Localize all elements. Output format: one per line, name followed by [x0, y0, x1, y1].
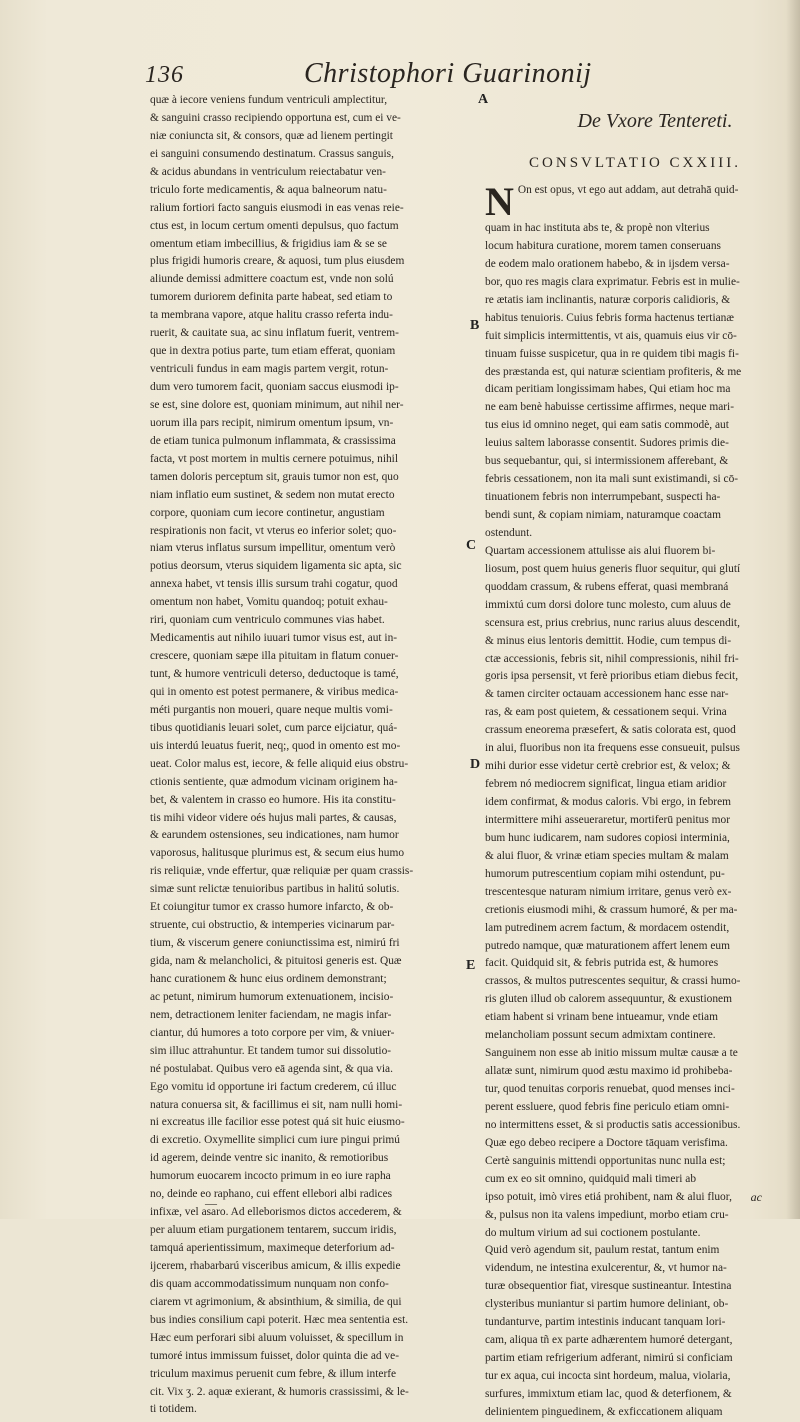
right-text-line: scensura est, prius crebrius, nunc rarius aluus descendit,	[485, 616, 740, 629]
left-text-line: ctus est, in locum certum omenti depulsus, quo factum	[150, 219, 399, 232]
right-text-line: clysteribus muniantur si partim humore deliniant, ob-	[485, 1298, 729, 1311]
right-text-line: fuit simplicis intermittentis, vt ais, quamuis eius vir cō-	[485, 329, 737, 342]
left-column	[150, 92, 470, 1419]
left-text-line: ris reliquiæ, vnde effertur, quæ reliquiæ per quam crassis-	[150, 865, 414, 878]
left-text-line: tamquá aperientissimum, maximeque deterforium ad-	[150, 1242, 395, 1254]
left-text-line: Medicamentis aut nihilo iuuari tumor visus est, aut in-	[150, 632, 398, 645]
right-text-line: bendi sunt, & copiam nimiam, naturamque coactam	[485, 509, 721, 521]
left-text-line: qui in omento est potest permanere, & viribus medica-	[150, 685, 399, 698]
left-text-line: potius deorsum, vterus siquidem ligamenta sic apta, sic	[150, 560, 402, 573]
right-text-line: quoddam crassum, & rubens efferat, quasi membraná	[485, 580, 729, 593]
right-text-line: ris gluten illud ob calorem assequuntur, & exustionem	[485, 993, 732, 1006]
left-text-line: ta membrana vapore, atque halitu crasso referta indu-	[150, 309, 393, 322]
right-text-line: do multum virium ad sui coctionem postulante.	[485, 1226, 701, 1239]
right-text-line: febris cessationem, non ita mali sunt existimandi, si cō-	[485, 473, 739, 486]
page-number: 136	[145, 62, 184, 88]
left-text-line: cit. Vix ʒ. 2. aquæ exierant, & humoris crassissimi, & le-	[150, 1385, 409, 1398]
right-text-line: ctæ accessionis, febris sit, nihil compressionis, nihil fri-	[485, 652, 739, 665]
right-text-line: & alui fluor, & vrinæ etiam species multam & malam	[485, 849, 729, 862]
right-text-line: locum habitura curatione, morem tamen conseruans	[485, 239, 721, 252]
left-text-line: tumorem duriorem definita parte habeat, sed etiam to	[150, 291, 393, 304]
right-text-line: Certè sanguinis mittendi opportunitas nunc nulla est;	[485, 1154, 726, 1167]
right-text-line: no intermittens esset, & si productis satis accessionibus.	[485, 1118, 741, 1131]
page-fold-shadow	[786, 0, 800, 1219]
right-text-line: ostendunt.	[485, 526, 533, 539]
left-text-line: né postulabat. Quibus vero eā agenda sint, & qua via.	[150, 1062, 393, 1075]
left-text-line: respirationis non facit, vt vterus eo inferior solet; quo-	[150, 524, 397, 537]
right-text-line: lam putredinem acrem factum, & mordacem ostendit,	[485, 921, 730, 934]
left-text-line: Hæc eum perforari sibi aluum voluisset, & specillum in	[150, 1331, 404, 1344]
left-text-line: quæ à iecore veniens fundum ventriculi amplectitur,	[150, 94, 388, 106]
right-text-line: in alui, fluoribus non ita frequens esse consueuit, pulsus	[485, 742, 740, 755]
margin-letter-e: E	[466, 958, 476, 973]
left-text-line: & sanguini crasso recipiendo opportuna est, cum ei ve-	[150, 111, 401, 124]
left-text-line: sim illuc attrahuntur. Et tandem tumor sui dissolutio-	[150, 1044, 392, 1057]
right-text-line: humorum putrescentium copiam mihi ostendunt, pu-	[485, 867, 725, 880]
right-text-line: surfures, immixtum etiam lac, quod & deterfionem, &	[485, 1387, 732, 1400]
right-text-line: leuius saltem laborasse consentit. Sudores primis die-	[485, 437, 729, 450]
right-text-line: perent essluere, quod febris fine periculo etiam omni-	[485, 1100, 730, 1113]
left-text-line: gida, nam & melancholici, & pituitosi generis est. Quæ	[150, 955, 402, 967]
left-text-line: ventriculi fundus in eam magis partem vergit, rotun-	[150, 363, 389, 376]
right-text-line: Quartam accessionem attulisse ais alui fluorem bi-	[485, 544, 716, 557]
left-text-line: omentum non habet, Vomitu quandoq; potuit exhau-	[150, 596, 388, 609]
right-text-line: ras, & eam post quietem, & cessationem sequi. Vrina	[485, 706, 727, 719]
right-text-line: re ætatis iam inclinantis, naturæ corporis calidioris, &	[485, 293, 731, 306]
right-text-line: ipso potuit, imò vires etiá prohibent, nam & alui fluor,	[485, 1190, 732, 1203]
catchword: ac	[750, 1190, 762, 1204]
margin-letter-a: A	[478, 92, 489, 107]
left-text-line: annexa habet, vt tensis illis sursum trahi cogatur, quod	[150, 578, 398, 591]
right-text-line: dicam peritiam longissimam habes, Qui etiam hoc ma	[485, 383, 731, 396]
right-text-line: partim etiam refrigerium adferant, nimirú si conficiam	[485, 1352, 733, 1365]
right-text-line: tundanturve, partim intestinis inducant tanquam lori-	[485, 1316, 726, 1329]
left-text-line: dis quam accommodatissimum nunquam non confo-	[150, 1277, 389, 1290]
right-text-line: tur, quod tenuitas corporis renuebat, quod menses inci-	[485, 1083, 735, 1095]
right-text-line: bus sequebantur, qui, si intermissionem afferebant, &	[485, 455, 729, 468]
right-text-line: cretionis eiusmodi mihi, & crassum humoré, & per ma-	[485, 903, 738, 916]
right-text-line: tus eius id omnino neget, qui eam satis commodè, aut	[485, 419, 729, 432]
left-text-line: & acidus abundans in ventriculum reiectabatur ven-	[150, 165, 386, 178]
left-text-line: humorum euocarem incocto primum in eo iure rapha	[150, 1170, 391, 1183]
left-text-line: ijcerem, rhabarbarú visceribus amicum, & illis expedie	[150, 1259, 401, 1272]
left-text-line: triculum maximus peruenit cum febre, & illum interfe	[150, 1367, 397, 1380]
left-text-line: ac petunt, nimirum humorum extenuationem, incisio-	[150, 990, 394, 1003]
left-text-line: ruerit, & cauitate sua, ac sinu inflatum fuerit, ventrem-	[150, 327, 399, 340]
margin-letter-c: C	[466, 538, 477, 553]
right-text-line: delinientem pinguedinem, & exficcationem aliquam	[485, 1405, 723, 1418]
right-text-line: & minus eius lentoris demittit. Hodie, cum tempus di-	[485, 634, 732, 647]
margin-letter-d: D	[470, 757, 481, 772]
margin-letter-b: B	[470, 318, 480, 333]
left-text-line: omentum etiam imbecillius, & frigidius iam & se se	[150, 237, 387, 250]
left-text-line: se est, sine dolore est, quoniam minimum, aut nihil ner-	[150, 398, 404, 411]
right-text-line: quam in hac instituta abs te, & propè non vlterius	[485, 222, 710, 234]
drop-initial: N	[485, 182, 514, 220]
left-text-line: uis interdú leuatus fuerit, neq;, quod in omento est mo-	[150, 739, 401, 752]
left-text-line: no, deinde eo raphano, cui effent ellebori albi radices	[150, 1188, 393, 1201]
left-text-line: ni excreatus ille facilior esse potest quá sit huic eiusmo-	[150, 1116, 405, 1129]
left-text-line: ciarem vt agrimonium, & absinthium, & similia, de qui	[150, 1295, 402, 1308]
consultation-title: CONSVLTATIO CXXIII.	[529, 155, 741, 171]
right-text-line: Sanguinem non esse ab initio missum multæ causæ a te	[485, 1047, 738, 1060]
left-text-line: infixæ, vel asaro. Ad elleborismos dictos accederem, &	[150, 1206, 402, 1219]
right-text-line: videndum, ne intestina exulcerentur, &, vt humor na-	[485, 1262, 727, 1275]
right-text-line: des præstanda est, qui naturæ scientiam profiteris, & me	[485, 365, 742, 378]
left-text-line: que in dextra potius parte, tum etiam efferat, quoniam	[150, 345, 396, 358]
right-text-line: tur ex aqua, cui incocta sint hordeum, malua, violaria,	[485, 1370, 731, 1382]
left-text-line: niæ coniuncta sit, & consors, quæ ad lienem pertingit	[150, 129, 393, 142]
left-text-line: facta, vt post mortem in multis cernere potuimus, nihil	[150, 452, 399, 465]
footer-mark: —	[205, 1196, 217, 1210]
left-text-line: & earundem ostensiones, seu indicationes, nam humor	[150, 829, 399, 842]
right-text-line: habitus tenuioris. Cuius febris forma hactenus tertianæ	[485, 311, 734, 324]
right-text-line: melancholiam possunt secum admixtam continere.	[485, 1029, 716, 1042]
left-text-line: triculo forte medicamentis, & aqua balneorum natu-	[150, 183, 387, 196]
left-text-line: vaporosus, halitusque plurimus est, & secum eius humo	[150, 847, 405, 860]
left-text-line: struente, cui obstructio, & intemperies vicinarum par-	[150, 919, 395, 932]
right-text-line: goris ipsa persensit, vt ferè prioribus etiam diebus fecit,	[485, 670, 739, 683]
right-text-line: tinuam fuisse suspicetur, qua in re quidem tibi magis fi-	[485, 347, 739, 360]
left-text-line: plus frigidi humoris creare, & aquosi, tum plus eiusdem	[150, 255, 405, 268]
left-text-line: bus indies consilium capi poterit. Hæc mea sententia est.	[150, 1313, 409, 1326]
right-column-text	[485, 182, 785, 1422]
left-text-line: tibus quotidianis leuari solet, cum parce eijciatur, quá-	[150, 721, 398, 734]
left-text-line: niam vterus inflatus sursum impellitur, omentum verò	[150, 542, 396, 555]
left-text-line: ueat. Color malus est, iecore, & felle aliquid eius obstru-	[150, 757, 409, 770]
right-text-line: bum hunc iudicarem, nam sudores copiosi interminia,	[485, 831, 730, 844]
right-text-line	[485, 182, 785, 220]
left-text-line: tumoré intus immissum fuisset, dolor quinta die ad ve-	[150, 1349, 399, 1362]
left-text-line: tis mihi videor videre oés hujus mali partes, & causas,	[150, 811, 397, 824]
left-text-line: nem, detractionem leniter faciendam, ne magis infar-	[150, 1008, 392, 1021]
right-text-line-content: On est opus, vt ego aut addam, aut detrahā quid-	[517, 184, 739, 196]
left-text-line: corpore, quoniam cum iecore continetur, angustiam	[150, 506, 385, 519]
left-text-line: méti purgantis non moueri, quare neque multis vomi-	[150, 703, 393, 716]
right-text-line: mihi durior esse videtur certè crebrior est, & velox; &	[485, 760, 731, 773]
right-text-line: intermittere mihi asseueraretur, mortiferū penitus mor	[485, 813, 730, 826]
left-text-line: tium, & viscerum genere coniunctissima est, nimirú fri	[150, 937, 400, 950]
left-text-line: dum vero tumorem facit, quoniam saccus eiusmodi ip-	[150, 381, 399, 393]
right-text-line: facit. Quidquid sit, & febris putrida est, & humores	[485, 957, 719, 970]
left-text-line: crescere, quoniam sæpe illa pituitam in flatum conuer-	[150, 650, 399, 663]
left-text-line: ciantur, dú humores a toto corpore per vim, & vniuer-	[150, 1026, 395, 1039]
left-text-line: per aluum etiam purgationem tentarem, succum iridis,	[150, 1224, 397, 1237]
left-text-line: de etiam tunica pulmonum inflammata, & crassissima	[150, 434, 396, 447]
running-title: Christophori Guarinonij	[304, 58, 592, 89]
left-text-line: ralium fortiori facto sanguis eiusmodi in eas venas reie-	[150, 201, 404, 214]
left-text-line: di excretio. Oxymellite simplici cum iure pingui primú	[150, 1134, 400, 1147]
right-text-line: &, pulsus non ita valens impediunt, morbo etiam cru-	[485, 1208, 729, 1221]
right-text-line: tinuationem febris non interrumpebant, suspecti ha-	[485, 491, 721, 504]
left-text-line: bet, & valentem in crasso eo humore. His ita constitu-	[150, 793, 396, 806]
right-text-line: turæ obsequentior fiat, viresque sustineantur. Intestina	[485, 1280, 732, 1293]
right-text-line: de eodem malo orationem habebo, & in ijsdem versa-	[485, 257, 730, 270]
right-text-line: febrem nó mediocrem significat, lingua etiam aridior	[485, 778, 727, 791]
left-text-line: niam inflatio eum sustinet, & sedem non mutat erecto	[150, 488, 395, 501]
left-text-line: simæ sunt relictæ tenuioribus partibus in halitú solutis.	[150, 883, 400, 896]
left-text-line: riri, quoniam cum ventriculo communes vias habet.	[150, 614, 385, 627]
right-text-line: allatæ sunt, nimirum quod æstu maximo id prohibeba-	[485, 1065, 733, 1078]
section-title: De Vxore Tentereti.	[577, 110, 733, 132]
left-text-line: Ego vomitu id opportune iri factum crederem, cú illuc	[150, 1080, 397, 1093]
left-text-line: hanc curationem & hunc eius ordinem demonstrant;	[150, 972, 387, 985]
right-text-line: ne eam benè habuisse certissime affirmes, neque mari-	[485, 401, 735, 414]
right-text-line: Quid verò agendum sit, paulum restat, tantum enim	[485, 1244, 720, 1257]
left-text-line: id agerem, deinde ventre sic inanito, & remotioribus	[150, 1152, 389, 1165]
left-text-line: ti totidem.	[150, 1403, 197, 1416]
right-text-line: liosum, post quem huius generis fluor sequitur, qui glutí	[485, 562, 741, 575]
left-text-line: Et coiungitur tumor ex crasso humore infarcto, & ob-	[150, 901, 394, 914]
left-text-line: tamen doloris perceptum sit, grauis tumor non est, quo	[150, 470, 399, 483]
right-text-line: crassum eneorema præsefert, & satis colorata est, quod	[485, 724, 736, 737]
left-text-line: ctionis sentiente, quæ admodum vicinam originem ha-	[150, 775, 398, 788]
right-text-line: crassos, & multos putrescentes sequitur, & crassi humo-	[485, 975, 741, 988]
right-text-line: trescentesque naturam nimium irritare, genus verò ex-	[485, 885, 732, 898]
left-text-line: uorum illa pars recipit, nimirum omentum ipsum, vn-	[150, 416, 394, 429]
left-text-line: tunt, & humore ventriculi deterso, deductoque is tamé,	[150, 668, 399, 680]
left-text-line: ei sanguini consumendo destinatum. Crassus sanguis,	[150, 147, 394, 160]
right-text-line: putredo namque, quæ maturationem affert lenem eum	[485, 939, 730, 952]
right-text-line: immixtú cum dorsi dolore tunc molesto, cum aluus de	[485, 598, 731, 611]
left-text-line: natura conuersa sit, & facillimus ei sit, nam nulli homi-	[150, 1098, 403, 1111]
right-text-line: idem confirmat, & modus caloris. Vbi ergo, in febrem	[485, 796, 732, 808]
right-text-line: bor, quo res magis clara exprimatur. Febris est in mulie-	[485, 275, 740, 288]
right-text-line: cam, aliqua tñ ex parte adhærentem humoré detergant,	[485, 1334, 733, 1347]
right-text-line: etiam habent si vrinam bene intueamur, vnde etiam	[485, 1011, 718, 1024]
right-text-line: Quæ ego debeo recipere a Doctore tāquam verisfima.	[485, 1136, 728, 1149]
right-text-line: cum ex eo sit omnino, quidquid mali timeri ab	[485, 1172, 697, 1185]
right-text-line: & tamen circiter octauam accessionem hanc esse nar-	[485, 688, 729, 701]
left-text-line: aliunde demissi admittere coactum est, vnde non solú	[150, 273, 394, 286]
right-column	[485, 106, 785, 1422]
